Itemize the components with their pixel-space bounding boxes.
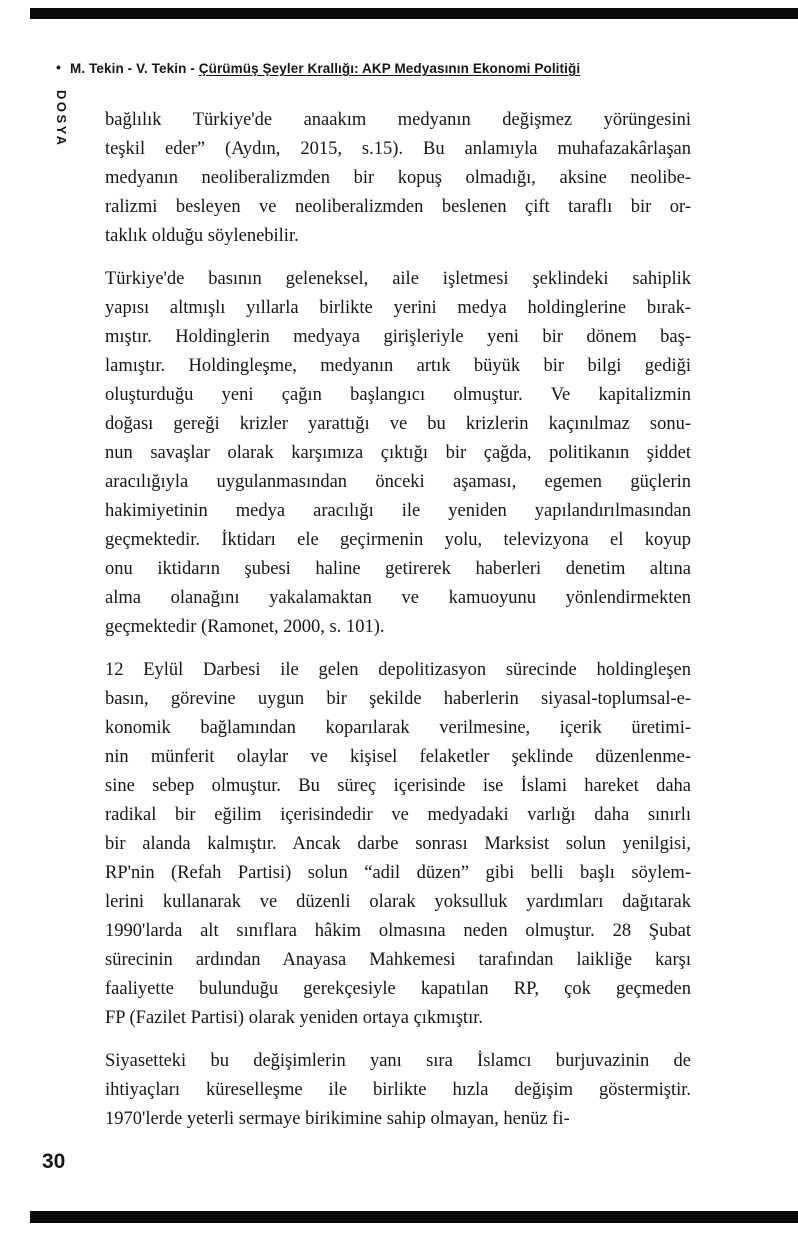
text-line: teşkil eder” (Aydın, 2015, s.15). Bu anlamıyla muhafazakârlaşan <box>105 139 691 159</box>
running-header <box>56 59 756 76</box>
page-number: 30 <box>42 1150 66 1173</box>
paragraph <box>105 656 691 1033</box>
text-line: alma olanağını yakalamaktan ve kamuoyunu yönlendirmekten <box>105 588 691 608</box>
text-line: ihtiyaçları küreselleşme ile birlikte hızla değişim göstermiştir. <box>105 1080 691 1100</box>
text-line: doğası gereği krizler yarattığı ve bu krizlerin kaçınılmaz sonu- <box>105 414 691 434</box>
text-line: nin münferit olaylar ve kişisel felaketler şeklinde düzenlenme- <box>105 747 691 767</box>
text-line: sürecinin ardından Anayasa Mahkemesi tarafından laikliğe karşı <box>105 950 691 970</box>
header-book-title: Çürümüş Şeyler Krallığı: AKP Medyasının Ekonomi Politiği <box>198 61 581 76</box>
paragraph <box>105 265 691 642</box>
text-line: FP (Fazilet Partisi) olarak yeniden ortaya çıkmıştır. <box>105 1008 483 1028</box>
text-line: RP'nin (Refah Partisi) solun “adil düzen” gibi belli başlı söylem- <box>105 863 691 883</box>
text-line: onu iktidarın şubesi haline getirerek haberleri denetim altına <box>105 559 691 579</box>
text-line: taklık olduğu söylenebilir. <box>105 226 299 246</box>
text-line: Türkiye'de basının geleneksel, aile işletmesi şeklindeki sahiplik <box>105 269 691 289</box>
text-line: aracılığıyla uygulanmasından önceki aşaması, egemen güçlerin <box>105 472 691 492</box>
text-line: bağlılık Türkiye'de anaakım medyanın değişmez yörüngesini <box>105 110 691 130</box>
paragraph <box>105 106 691 251</box>
body-text <box>105 106 691 1148</box>
text-line: yapısı altmışlı yıllarla birlikte yerini medya holdinglerine bırak- <box>105 298 691 318</box>
text-line: 1990'larda alt sınıflara hâkim olmasına neden olmuştur. 28 Şubat <box>105 921 691 941</box>
text-line: hakimiyetinin medya aracılığı ile yeniden yapılandırılmasından <box>105 501 691 521</box>
text-line: lamıştır. Holdingleşme, medyanın artık büyük bir bilgi gediği <box>105 356 691 376</box>
header-authors: M. Tekin - V. Tekin - <box>70 61 199 76</box>
top-divider-bar <box>30 8 798 19</box>
text-line: geçmektedir. İktidarı ele geçirmenin yolu, televizyona el koyup <box>105 530 691 550</box>
bottom-divider-bar <box>30 1211 798 1223</box>
section-label-dosya: DOSYA <box>54 90 69 148</box>
text-line: Siyasetteki bu değişimlerin yanı sıra İslamcı burjuvazinin de <box>105 1051 691 1071</box>
text-line: faaliyette bulunduğu gerekçesiyle kapatılan RP, çok geçmeden <box>105 979 691 999</box>
text-line: konomik bağlamından koparılarak verilmesine, içerik üretimi- <box>105 718 691 738</box>
text-line: sine sebep olmuştur. Bu süreç içerisinde ise İslami hareket daha <box>105 776 691 796</box>
text-line: medyanın neoliberalizmden bir kopuş olmadığı, aksine neolibe- <box>105 168 691 188</box>
text-line: bir alanda kalmıştır. Ancak darbe sonrası Marksist solun yenilgisi, <box>105 834 691 854</box>
text-line: 1970'lerde yeterli sermaye birikimine sahip olmayan, henüz fi- <box>105 1109 570 1129</box>
text-line: nun savaşlar olarak karşımıza çıktığı bir çağda, politikanın şiddet <box>105 443 691 463</box>
text-line: ralizmi besleyen ve neoliberalizmden beslenen çift taraflı bir or- <box>105 197 691 217</box>
text-line: radikal bir eğilim içerisindedir ve medyadaki varlığı daha sınırlı <box>105 805 691 825</box>
paragraph <box>105 1047 691 1134</box>
text-line: oluşturduğu yeni çağın başlangıcı olmuştur. Ve kapitalizmin <box>105 385 691 405</box>
header-bullet-icon: • <box>56 59 62 75</box>
text-line: 12 Eylül Darbesi ile gelen depolitizasyon sürecinde holdingleşen <box>105 660 691 680</box>
text-line: basın, görevine uygun bir şekilde haberlerin siyasal-toplumsal-e- <box>105 689 691 709</box>
text-line: mıştır. Holdinglerin medyaya girişleriyle yeni bir dönem baş- <box>105 327 691 347</box>
text-line: lerini kullanarak ve düzenli olarak yoksulluk yardımları dağıtarak <box>105 892 691 912</box>
text-line: geçmektedir (Ramonet, 2000, s. 101). <box>105 617 385 637</box>
